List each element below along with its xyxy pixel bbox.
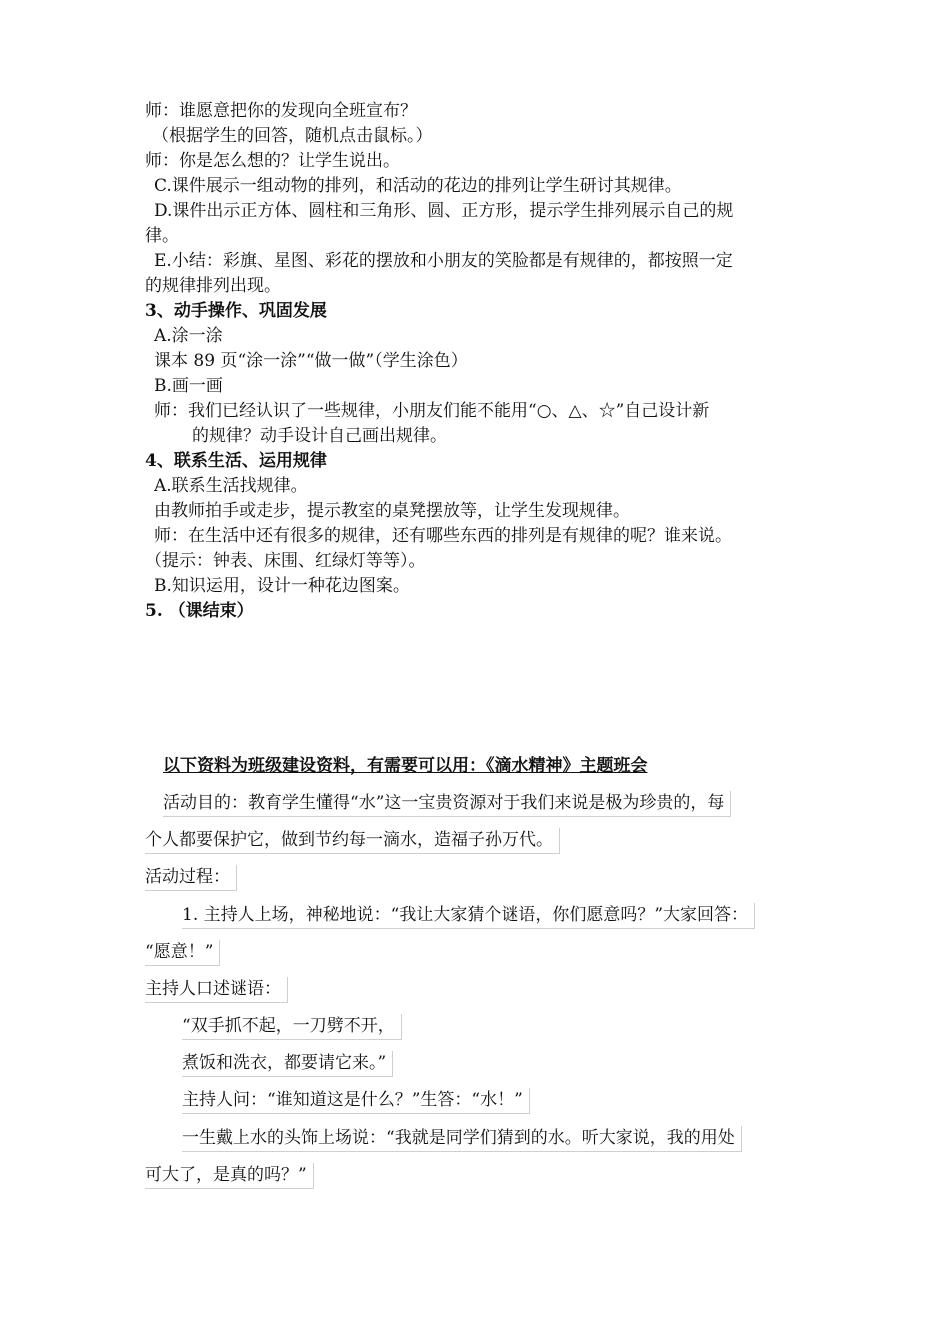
text-line: 由教师拍手或走步，提示教室的桌凳摆放等，让学生发现规律。 [154,501,630,521]
paragraph-line: 活动目的：教育学生懂得“水”这一宝贵资源对于我们来说是极为珍贵的，每 [163,791,731,817]
text-line: B.画一画 [154,376,223,396]
paragraph-line: 主持人问：“谁知道这是什么？”生答：“水！” [182,1088,530,1114]
paragraph-line: 主持人口述谜语： [145,977,288,1003]
text-line: E.小结：彩旗、星图、彩花的摆放和小朋友的笑脸都是有规律的，都按照一定 [154,251,733,271]
paragraph-line: 一生戴上水的头饰上场说：“我就是同学们猜到的水。听大家说，我的用处 [182,1126,742,1152]
paragraph-line: 1. 主持人上场，神秘地说：“我让大家猜个谜语，你们愿意吗？”大家回答： [182,903,755,929]
text-line: C.课件展示一组动物的排列，和活动的花边的排列让学生研讨其规律。 [154,176,682,196]
paragraph-line: 活动过程： [145,865,237,891]
section-heading: 3、动手操作、巩固发展 [145,301,327,321]
paragraph-line: 可大了，是真的吗？” [145,1163,314,1189]
text-line: 师：谁愿意把你的发现向全班宣布？ [145,101,417,121]
text-line: 师：在生活中还有很多的规律，还有哪些东西的排列是有规律的呢？谁来说。 [154,526,732,546]
section-heading: 5. （课结束） [145,601,254,621]
text-line: 律。 [145,226,179,246]
text-line: 的规律排列出现。 [145,276,281,296]
text-line: 的规律？动手设计自己画出规律。 [192,426,447,446]
riddle-line: 煮饭和洗衣，都要请它来。” [182,1051,393,1077]
text-line: 师：你是怎么想的？让学生说出。 [145,151,400,171]
text-line: （根据学生的回答，随机点击鼠标。） [152,126,433,146]
paragraph-line: “愿意！” [145,940,220,966]
text-line: 师：我们已经认识了一些规律，小朋友们能不能用“○、△、☆”自己设计新 [154,401,710,421]
text-line: （提示：钟表、床围、红绿灯等等）。 [145,551,426,571]
text-line: B.知识运用，设计一种花边图案。 [154,576,410,596]
text-line: A.涂一涂 [154,326,223,346]
section-title: 以下资料为班级建设资料，有需要可以用：《滴水精神》主题班会 [163,756,648,776]
text-line: 课本 89 页“涂一涂”“做一做”（学生涂色） [154,351,468,371]
riddle-line: “双手抓不起，一刀劈不开， [182,1014,402,1040]
section-heading: 4、联系生活、运用规律 [145,451,327,471]
text-line: D.课件出示正方体、圆柱和三角形、圆、正方形，提示学生排列展示自己的规 [154,201,734,221]
paragraph-line: 个人都要保护它，做到节约每一滴水，造福子孙万代。 [145,828,560,854]
text-line: A.联系生活找规律。 [154,476,308,496]
